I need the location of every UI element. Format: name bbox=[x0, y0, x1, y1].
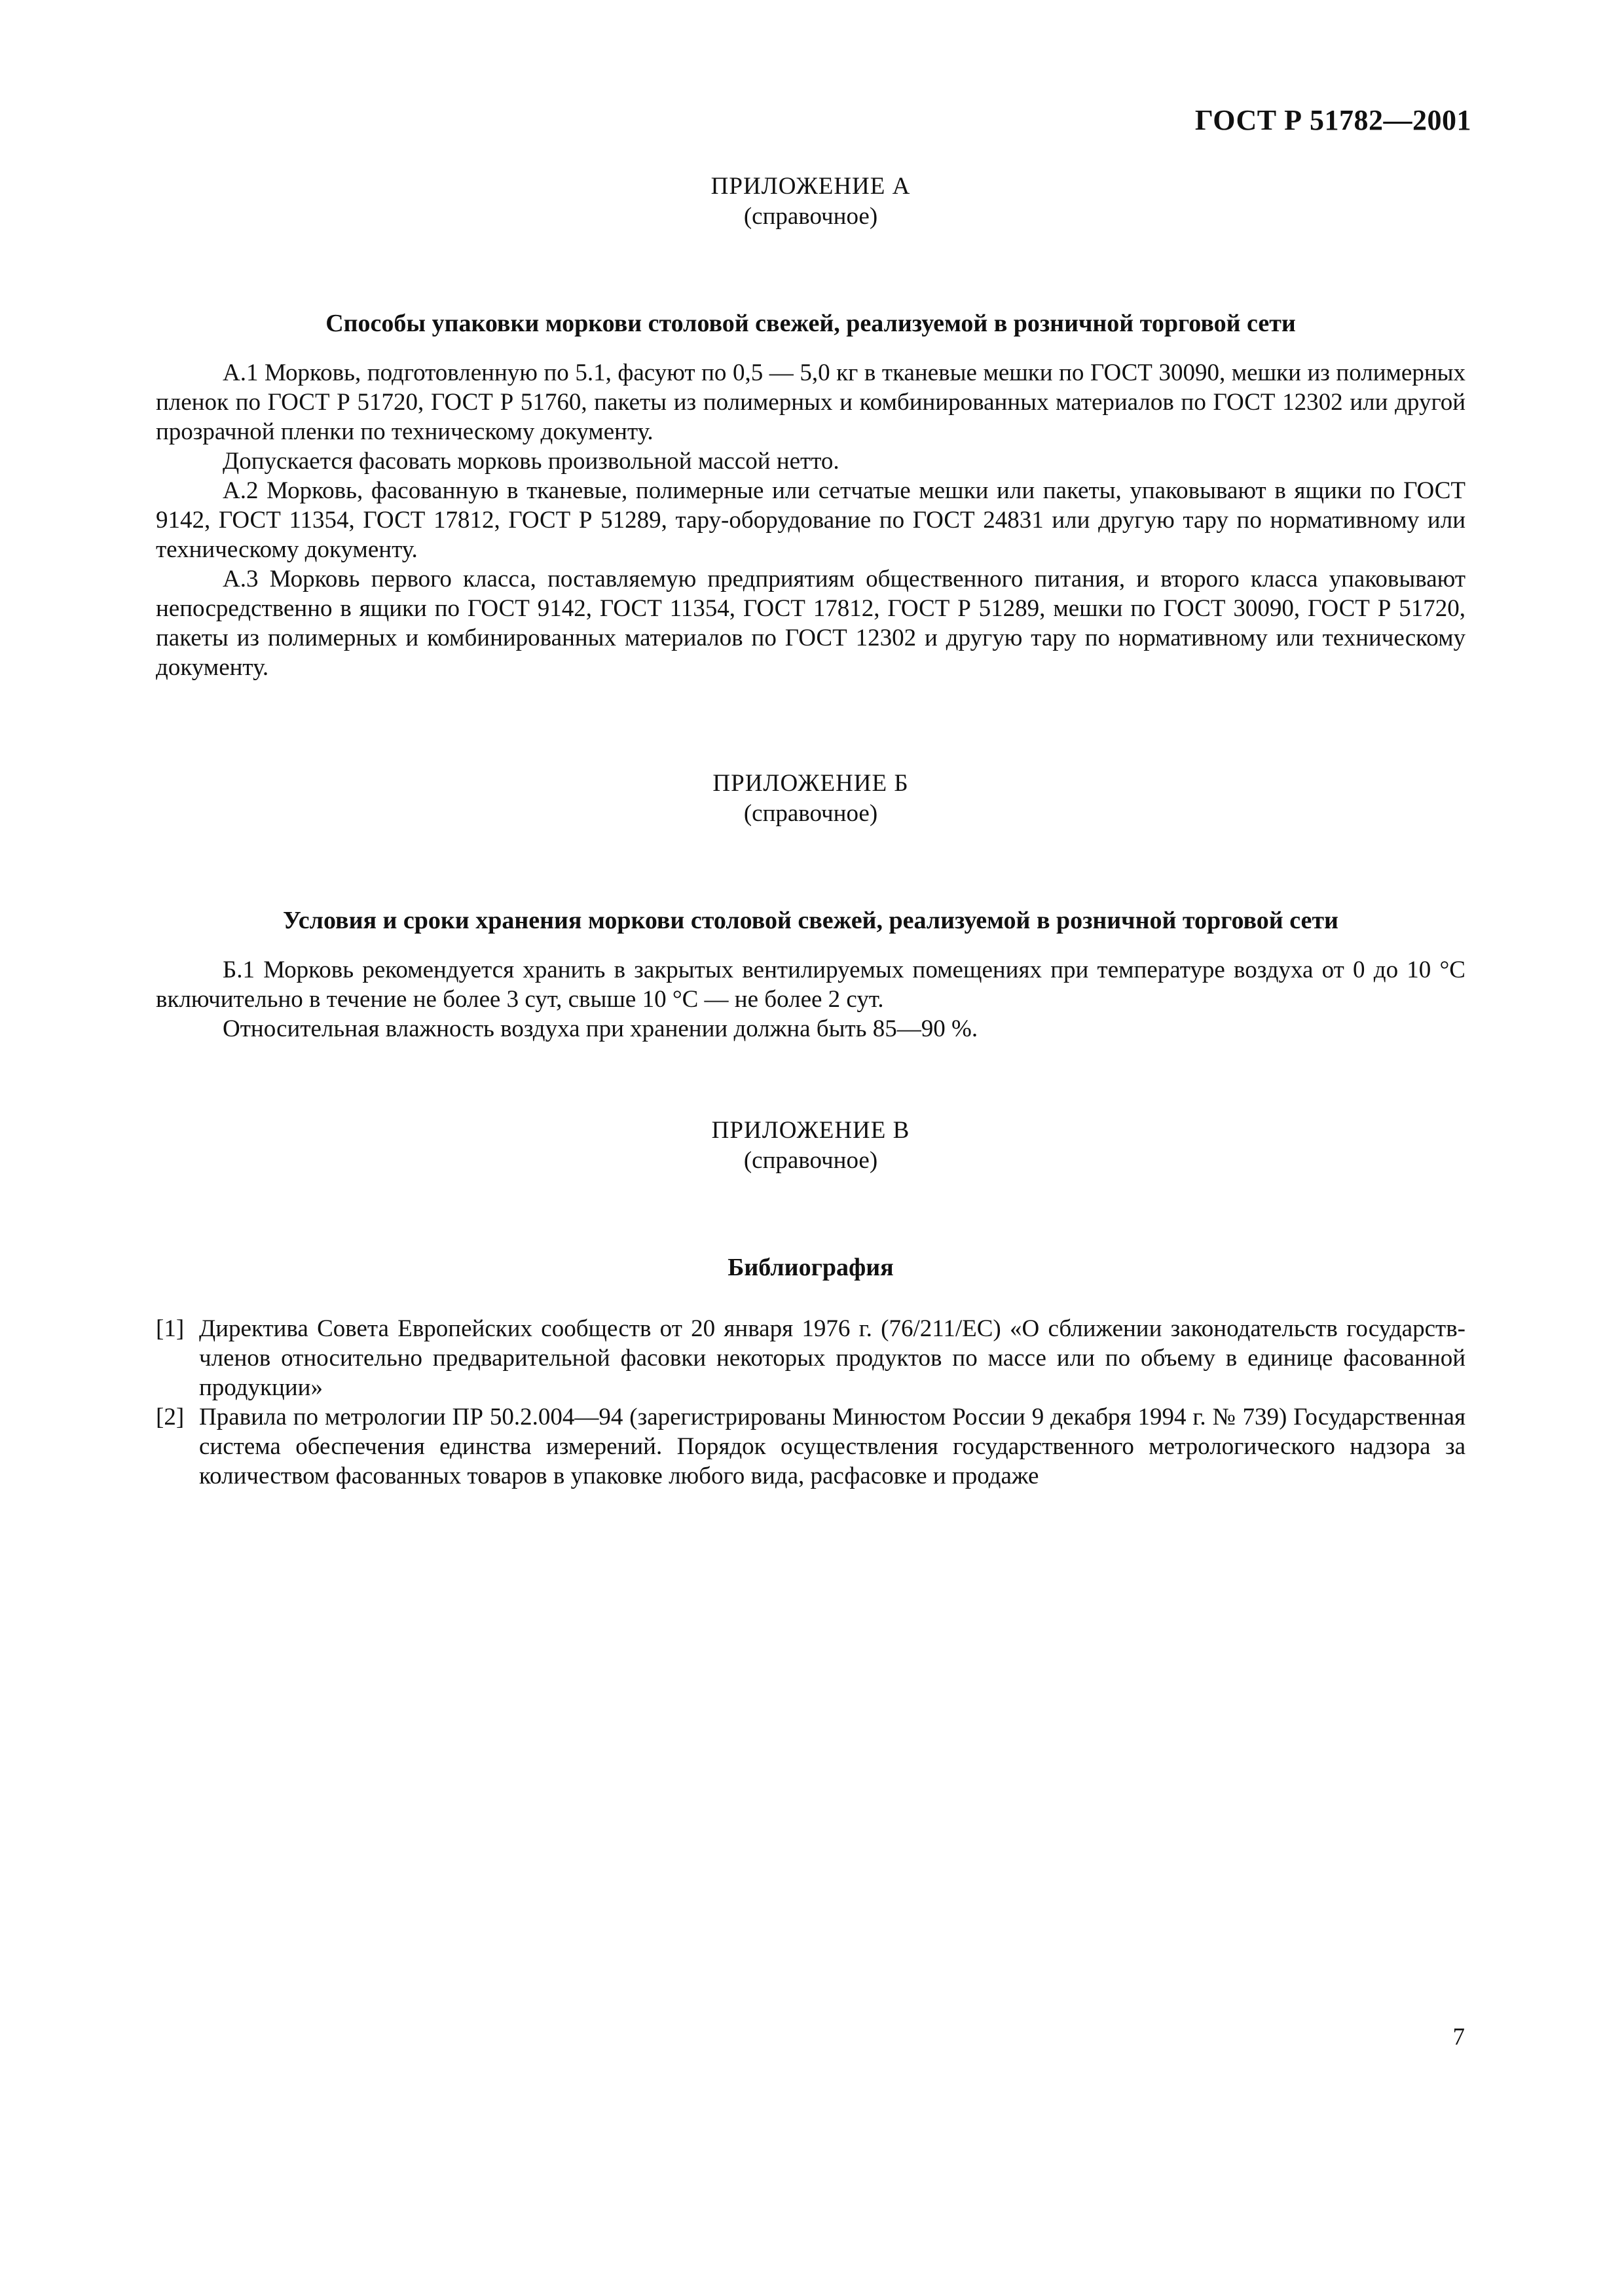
bibliography-heading: Библиография bbox=[728, 1254, 894, 1281]
appendix-a bbox=[156, 172, 1465, 682]
paragraph: А.3 Морковь первого класса, поставляемую предприятиям общественного питания, и второго класса упаковывают непосредственно в ящики по ГОСТ 9142, ГОСТ 11354, ГОСТ 17812, ГОСТ Р 51289, мешки по ГОСТ 30090, ГОСТ Р 51720, пакеты из полимерных и комбинированных материалов по ГОСТ 12302 и другую тару по нормативному или техническому документу. bbox=[156, 566, 1465, 681]
section-heading: Условия и сроки хранения моркови столовой свежей, реализуемой в розничной торговой сети bbox=[283, 907, 1338, 934]
appendix-subtitle: (справочное) bbox=[743, 1147, 878, 1174]
paragraph: А.2 Морковь, фасованную в тканевые, полимерные или сетчатые мешки или пакеты, упаковывают в ящики по ГОСТ 9142, ГОСТ 11354, ГОСТ 17812, ГОСТ Р 51289, тару-оборудование по ГОСТ 24831 или другую тару по нормативному или техническому документу. bbox=[156, 477, 1465, 563]
paragraph: Относительная влажность воздуха при хранении должна быть 85—90 %. bbox=[223, 1015, 978, 1042]
reference-text: Директива Совета Европейских сообществ от 20 января 1976 г. (76/211/ЕС) «О сближении законодательств государств-членов относительно предварительной фасовки некоторых продуктов по массе или по объему в единице фасованной продукции» bbox=[199, 1315, 1465, 1401]
page-number: 7 bbox=[1452, 2024, 1465, 2050]
reference-text: Правила по метрологии ПР 50.2.004—94 (зарегистрированы Минюстом России 9 декабря 1994 г. № 739) Государственная система обеспечения единства измерений. Порядок осуществления государственного метрологического надзора за количеством фасованных товаров в упаковке любого вида, расфасовке и продаже bbox=[199, 1404, 1465, 1489]
section-heading: Способы упаковки моркови столовой свежей, реализуемой в розничной торговой сети bbox=[325, 310, 1296, 337]
appendix-subtitle: (справочное) bbox=[743, 800, 878, 827]
reference-number: [2] bbox=[156, 1404, 185, 1430]
paragraph: Допускается фасовать морковь произвольной массой нетто. bbox=[223, 448, 839, 475]
appendix-a-label bbox=[156, 172, 1465, 232]
document-code: ГОСТ Р 51782—2001 bbox=[1194, 104, 1471, 136]
appendix-title: ПРИЛОЖЕНИЕ Б bbox=[712, 770, 909, 797]
appendix-subtitle: (справочное) bbox=[743, 203, 878, 230]
reference-number: [1] bbox=[156, 1315, 185, 1342]
appendix-v bbox=[156, 1116, 1465, 1491]
bibliography-item bbox=[156, 1314, 1465, 1402]
paragraph: А.1 Морковь, подготовленную по 5.1, фасуют по 0,5 — 5,0 кг в тканевые мешки по ГОСТ 30090, мешки из полимерных пленок по ГОСТ Р 51720, ГОСТ Р 51760, пакеты из полимерных и комбинированных материалов по ГОСТ 12302 или другой прозрачной пленки по техническому документу. bbox=[156, 359, 1465, 445]
bibliography-item bbox=[156, 1402, 1465, 1491]
appendix-title: ПРИЛОЖЕНИЕ А bbox=[710, 173, 911, 200]
appendix-title: ПРИЛОЖЕНИЕ В bbox=[711, 1117, 910, 1144]
appendix-b-label bbox=[156, 769, 1465, 829]
document-body bbox=[156, 172, 1465, 1491]
appendix-v-label bbox=[156, 1116, 1465, 1176]
appendix-b bbox=[156, 769, 1465, 1044]
paragraph: Б.1 Морковь рекомендуется хранить в закрытых вентилируемых помещениях при температуре воздуха от 0 до 10 °С включительно в течение не более 3 сут, свыше 10 °С — не более 2 сут. bbox=[156, 957, 1465, 1013]
bibliography-list bbox=[156, 1314, 1465, 1491]
